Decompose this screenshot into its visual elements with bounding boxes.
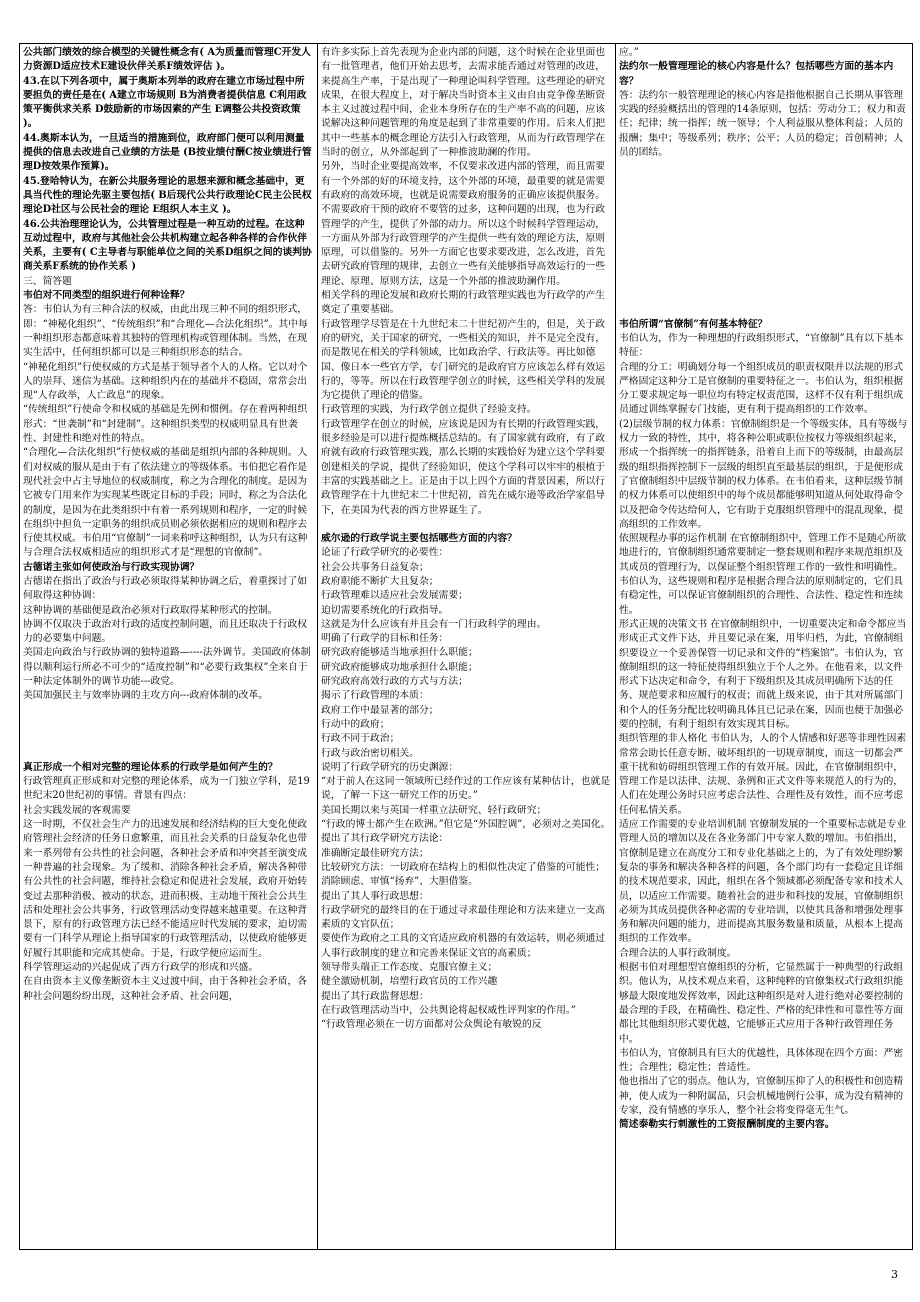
- paragraph: 协调不仅取决于政治对行政的适度控制问题，而且还取决于行政权力的必要集中问题。: [23, 618, 308, 645]
- paragraph: “合理化—合法化组织”行使权威的基础是组织内部的各种规则。人们对权威的服从是由于有了依法建立的等级体系。韦伯把它看作是现代社会中占主导地位的权威制度，称之为合理化的制度。是因为它被专门用来作为实现某些既定目标的手段；同时，称之为合法化的制度，是因为在此类组织中有着一系列规则和程序，一定的时候在组织中担负一定职务的组织成员则必须依据相应的规则和程序去行使其权威。韦伯用“官僚制”一词来称呼这种组织，认为只有这种与合理合法权威相适应的组织形式才是“理想的官僚制”。: [23, 447, 308, 559]
- paragraph: 行政学研究的最终目的在于通过寻求最佳理论和方法来建立一支高素质的文官队伍；: [321, 904, 606, 931]
- three-column-layout: [19, 43, 913, 1250]
- spacer: [23, 704, 314, 761]
- paragraph: 行政管理的实践，为行政学创立提供了经验支持。: [321, 404, 537, 416]
- question-heading: 公共部门绩效的综合模型的关键性概念有( A为质量而管理C开发人力资源D适应技术E建设伙伴关系F绩效评估 )。: [23, 47, 311, 73]
- column-left: [20, 44, 318, 1250]
- question-heading: 韦伯所谓“官僚制”有何基本特征？: [619, 318, 768, 330]
- question-heading: 真正形成一个相对完整的理论体系的行政学是如何产生的？: [23, 761, 278, 773]
- column-middle: [318, 44, 616, 1250]
- question-heading: 威尔逊的行政学说主要包括哪些方面的内容？: [321, 533, 517, 545]
- paragraph: 行政管理学在创立的时候，应该说是因为有长期的行政管理实践，很多经验是可以进行提炼概括总结的。有了国家就有政府，有了政府就有政府行政管理实践，那么长期的实践恰好为建立这个学科要创建相关的学说，提供了经验知识，使这个学科可以牢牢的根植于丰富的实践基础之上。正是由于以上四个方面的背景因素，所以行政管理学在十九世纪末二十世纪初，首先在威尔逊等政治学家倡导下，在美国为代表的西方世界诞生了。: [321, 418, 606, 516]
- paragraph: 行政与政治密切相关。: [321, 747, 419, 759]
- paragraph: 美国走向政治与行政协调的独特道路—----法外调节。美国政府体制得以顺利运行所必不可少的“适度控制”和“必要行政集权”全来自于一种法定体制外的调节功能---政党。: [23, 647, 311, 688]
- paragraph: 领导带头端正工作态度、克服官僚主义；: [321, 962, 498, 973]
- paragraph: 在行政管理活动当中，公共舆论将起权威性评判家的作用。”: [321, 1004, 576, 1016]
- question-heading: 43.在以下列各项中，属于奥斯本列举的政府在建立市场过程中所要担负的责任是在( A建立市场规则 B为消费者提供信息 C利用政策平衡供求关系 D鼓励新的市场因素的产生 E调整公共投资政策 )。: [23, 75, 307, 130]
- paragraph: 消除顾虑、审慎“扬弃”、大胆借鉴。: [321, 876, 478, 888]
- paragraph: 准确断定最佳研究方法；: [321, 847, 429, 859]
- question-heading: 韦伯对不同类型的组织进行何种诠释？: [23, 290, 190, 302]
- question-heading: 46.公共治理理论认为，公共管理过程是一种互动的过程。在这种互动过程中，政府与其他社会公共机构建立起各种各样的合作伙伴关系，主要有( C主导者与职能单位之间的关系D组织之间的谈判协商关系F系统的协作关系 ): [23, 218, 312, 273]
- spacer: [321, 518, 612, 532]
- paragraph: 研究政府能够成功地承担什么职能；: [321, 661, 478, 673]
- paragraph: 说明了行政学研究的历史渊源：: [321, 761, 459, 773]
- question-heading: 法约尔一般管理理论的核心内容是什么？包括哪些方面的基本内容？: [619, 61, 894, 87]
- paragraph: 相关学科的理论发展和政府长期的行政管理实践也为行政学的产生奠定了重要基础。: [321, 290, 606, 316]
- paragraph: 行政不同于政治；: [321, 733, 400, 745]
- paragraph: 古德诺在指出了政治与行政必须取得某种协调之后，着重探讨了如何取得这种协调：: [23, 575, 308, 602]
- paragraph: 形式正规的决策文书 在官僚制组织中，一切重要决定和命令都应当形成正式文件下达，并且要记录在案，用毕归档，为此，官僚制组织要设立一个妥善保管一切记录和文件的“档案馆”。韦伯认为，官僚制组织的这一特征使得组织独立于个人之外。在他看来，以文件形式下达决定和命令，有利于下级组织及其成员明确所下达的任务、规范要求和应履行的权责；而就上级来说，由于其对所属部门和个人的任务分配比较明确具体且已记录在案，因而也便于加强必要的控制，有利于组织有效实现其目标。: [619, 618, 907, 730]
- paragraph: 研究政府能够适当地承担什么职能；: [321, 647, 478, 659]
- paragraph: 行政管理真正形成和对完整的理论体系，成为一门独立学科，是19世纪末20世纪初的事情。背景有四点：: [23, 776, 310, 802]
- paragraph: 要使作为政府之工具的文官适应政府机器的有效运转，则必须通过人事行政制度的建立和完善来保证文官的高素质；: [321, 933, 606, 959]
- paragraph: 适应工作需要的专业培训机制 官僚制发展的一个重要标志就是专业管理人员的增加以及在各业务部门中专家人数的增加。韦伯指出，官僚制是建立在高度分工和专业化基础之上的，为了有效处理纷繁复杂的事务和解决各种各样的问题，各个部门均有一套稳定且详细的技术规范要求，因此，组织在各个领域都必须配备专家和技术人员，以适应工作需要。随着社会的进步和科技的发展，官僚制组织必须为其成员提供各种必需的专业培训，以使其具备和增强处理事务和解决问题的能力，进而提高其服务数量和质量，从根本上提高组织的工作效率。: [619, 819, 907, 945]
- paragraph: 美国长期以来与英国一样重立法研究、轻行政研究；: [321, 804, 547, 816]
- paragraph: 依照规程办事的运作机制 在官僚制组织中，管理工作不是随心所欲地进行的，官僚制组织通常要制定一整套规则和程序来规范组织及其成员的管理行为，以保证整个组织管理工作的一致性和明确性。韦伯认为，这些规则和程序是根据合理合法的原则制定的，它们具有稳定性，可以保证官僚制组织的合理性、合法性、稳定性和连续性。: [619, 533, 907, 616]
- paragraph: 行政管理难以适应社会发展需要；: [321, 590, 468, 602]
- spacer: [619, 160, 909, 317]
- paragraph: “对于前人在这同一领域所已经作过的工作应该有某种估计，也就是说，了解一下这一研究工作的历史。”: [321, 776, 611, 802]
- paragraph: 应。”: [619, 47, 639, 58]
- paragraph: 美国加强民主与效率协调的主攻方向---政府体制的改革。: [23, 690, 269, 702]
- paragraph: 合理合法的人事行政制度。: [619, 947, 737, 959]
- paragraph: 合理的分工：明确划分每一个组织成员的职责权限并以法规的形式严格固定这种分工是官僚制的重要特征之一。韦伯认为，组织根据分工要求规定每一职位均有特定权责范围，这样不仅有利于组织成员通过训练掌握专门技能，更有利于提高组织的工作效率。: [619, 361, 904, 416]
- paragraph: 提出了其行政学研究方法论：: [321, 833, 449, 845]
- page-number: 3: [891, 1268, 898, 1281]
- paragraph: 组织管理的非人格化 韦伯认为，人的个人情感和好恶等非理性因素常常会助长任意专断、破坏组织的一切规章制度，而这一切都会严重干扰和妨碍组织管理工作的有效开展。因此，在官僚制组织中，管理工作是以法律、法规、条例和正式文件等来规范人的行为的，人们在处理公务时只应考虑合法性、合理性及有效性，而不应考虑任何私情关系。: [619, 733, 907, 816]
- paragraph: 他也指出了它的弱点。他认为，官僚制压抑了人的积极性和创造精神，使人成为一种附属品，只会机械地例行公事，成为没有精神的专家，没有情感的享乐人，整个社会将变得毫无生气。: [619, 1076, 904, 1116]
- paragraph: 科学管理运动的兴起促成了西方行政学的形成和兴盛。: [23, 962, 259, 973]
- paragraph: 揭示了行政管理的本质：: [321, 690, 429, 702]
- paragraph: 有许多实际上首先表现为企业内部的问题，这个时候在企业里面也有一批管理者，他们开始去思考，去需求能否通过对管理的改进，来提高生产率，于是出现了一种理论叫科学管理。这些理论的研究成果，在很大程度上，对于解决当时资本主义由自由竞争像垄断资本主义过渡过程中间，企业本身所存在的生产率不高的问题，应该说解决这种问题管理的角度是起到了非常重要的作用。后来人们把其中一些基本的概念理论方法引入行政管理，从而为行政管理学在当时的创立，从外部起到了一种推波助澜的作用。: [321, 47, 606, 159]
- paragraph: 政府职能不断扩大且复杂；: [321, 575, 439, 587]
- column-right: [616, 44, 913, 1250]
- question-heading: 简述泰勒实行刺激性的工资报酬制度的主要内容。: [619, 1119, 835, 1131]
- paragraph: 这就是为什么应该有并且会有一门行政科学的理由。: [321, 618, 547, 630]
- question-heading: 古德诺主张如何使政治与行政实现协调？: [23, 561, 200, 573]
- paragraph: 答：法约尔一般管理理论的核心内容是指他根据自己长期从事管理实践的经验概括出的管理的14条原则，包括：劳动分工；权力和责任；纪律；统一指挥；统一领导；个人利益服从整体利益；人员的报酬；集中；等级系列；秩序；公平；人员的稳定；首创精神；人员的团结。: [619, 89, 906, 159]
- paragraph: 这一时期，不仅社会生产力的迅速发展和经济结构的巨大变化使政府管理社会经济的任务日愈繁重，而且社会关系的日益复杂化也带来一系列带有公共性的社会问题，各种社会矛盾和冲突甚至演变成一种普遍的社会现象。为了缓和、消除各种社会矛盾，解决各种带有公共性的社会问题，维持社会稳定和促进社会发展，政府开始转变过去那种消极、被动的状态，进而积极、主动地干预社会公共生活和处理社会公共事务，行政管理活动变得越来越重要。在这种背景下，原有的行政管理方法已经不能适应时代发展的要求，迫切需要有一门科学从理论上指导国家的行政管理活动，以使政府能够更好履行其职能和完成其使命。于是，行政学便应运而生。: [23, 819, 308, 959]
- paragraph: 社会公共事务日益复杂；: [321, 561, 429, 573]
- question-heading: 45.登哈特认为，在新公共服务理论的思想来源和概念基础中，更具当代性的理论先驱主要包括( B后现代公共行政理论C民主公民权理论D社区与公民社会的理论 E组织人本主义 )。: [23, 175, 312, 216]
- paragraph: 健全激励机制，培塑行政官员的工作兴趣: [321, 976, 498, 988]
- paragraph: 提出了其行政监督思想：: [321, 990, 429, 1002]
- paragraph: 研究政府高效行政的方式与方法；: [321, 676, 468, 688]
- paragraph: 另外，当时企业要提高效率，不仅要求改进内部的管理，而且需要有一个外部的好的环境支持，这个外部的环境，最重要的就是需要有政府的高效环境，也就是说需要政府服务的正确应该提供服务。不需要政府干预的政府不要管的过多，这种问题的出现，也为行政管理学的产生，提供了外部的动力。所以这个时候科学管理运动，一方面从外部为行政管理学的产生提供一些有效的理论方法，原则原理，可以借鉴的。另外一方面它也要求要改进，怎么改进，首先去研究政府管理的规律，去创立一些有关能够指导高效运行的一些理论、原理、原则方法，这是一个外部的推波助澜作用。: [321, 161, 606, 287]
- paragraph: (2)层级节制的权力体系：官僚制组织是一个等级实体，具有等级与权力一致的特性，其中，将各种公职或职位按权力等级组织起来，形成一个指挥统一的指挥链条，沿着自上而下的等级制，由最高层级的组织指挥控制下一层级的组织直至最基层的组织，于是便形成了官僚制组织中层级节制的权力体系。在韦伯看来，这种层级节制的权力体系可以使组织中的每个成员都能够明知道从何处取得命令以及把命令传达给何人，它有助于克服组织管理中的混乱现象，提高组织的工作效率。: [619, 418, 908, 530]
- paragraph: 三、简答题: [23, 275, 72, 287]
- question-heading: 44.奥斯本认为，一旦适当的措施到位，政府部门便可以利用测量提供的信息去改进自己业绩的方法是 (B按业绩付酬C按业绩进行管理D按效果作预算)。: [23, 132, 312, 173]
- paragraph: 韦伯认为，官僚制具有巨大的优越性，具体体现在四个方面：严密性；合理性；稳定性；普适性。: [619, 1047, 904, 1074]
- paragraph: 这种协调的基础便是政治必须对行政取得某种形式的控制。: [23, 604, 278, 616]
- paragraph: 在自由资本主义像垄断资本主义过渡中间，由于各种社会矛盾，各种社会问题纷纷出现，这种社会矛盾、社会问题，: [23, 976, 308, 1002]
- paragraph: 行动中的政府；: [321, 718, 390, 730]
- paragraph: 答：韦伯认为有三种合法的权威，由此出现三种不同的组织形式，即：“神秘化组织”、“传统组织”和“合理化—合法化组织”。其中每一种组织形态都意味着其独特的管理机构或管理体制。当然，在现实生活中，任何组织都可以是三种组织形态的结合。: [23, 304, 308, 359]
- paragraph: 提出了其人事行政思想：: [321, 890, 429, 902]
- paragraph: “传统组织”行使命令和权威的基础是先例和惯例。存在着两种组织形式：“世袭制”和“封建制”。这种组织类型的权威明显具有世袭性、封建性和绝对性的特点。: [23, 404, 308, 445]
- paragraph: 政府工作中最显著的部分；: [321, 704, 439, 716]
- paragraph: “神秘化组织”行使权威的方式是基于领导者个人的人格。它以对个人的崇拜、迷信为基础。这种组织内在的基础并不稳固，常常会出现“人存政举，人亡政息”的现象。: [23, 361, 308, 402]
- paragraph: 根据韦伯对理想型官僚组织的分析，它显然属于一种典型的行政组织。他认为，从技术观点来看，这种纯粹的官僚集权式行政组织能够最大限度地发挥效率，因此这种组织是对人进行绝对必要控制的最合理的手段，在精确性、稳定性、严格的纪律性和可靠性等方面都比其他组织形式要优越，它能够正式应用于各种行政管理任务中。: [619, 962, 904, 1045]
- paragraph: 韦伯认为，作为一种理想的行政组织形式，“官僚制”具有以下基本特征：: [619, 332, 904, 359]
- paragraph: 明确了行政学的目标和任务：: [321, 633, 449, 645]
- paragraph: 比较研究方法：一切政府在结构上的相似性决定了借鉴的可能性；: [321, 861, 606, 873]
- paragraph: 论证了行政学研究的必要性：: [321, 547, 449, 559]
- paragraph: “行政的博士都产生在欧洲。”但它是“外国腔调”，必须对之美国化。: [321, 819, 611, 831]
- paragraph: 社会实践发展的客观需要: [23, 804, 131, 816]
- paragraph: 迫切需要系统化的行政指导。: [321, 604, 449, 616]
- paragraph: “行政管理必须在一切方面都对公众舆论有敏锐的反: [321, 1019, 542, 1031]
- paragraph: 行政管理学尽管是在十九世纪末二十世纪初产生的，但是，关于政府的研究，关于国家的研究，一些相关的知识，并不是完全没有，而是散见在相关的学科领域，比如政治学、行政法等。再比如德国、像日本一些官方学，专门研究的是政府官方应该怎么样有效运行的，等等。所以在行政管理学创立的时候，这些相关学科的发展为它提供了理论的借鉴。: [321, 318, 606, 402]
